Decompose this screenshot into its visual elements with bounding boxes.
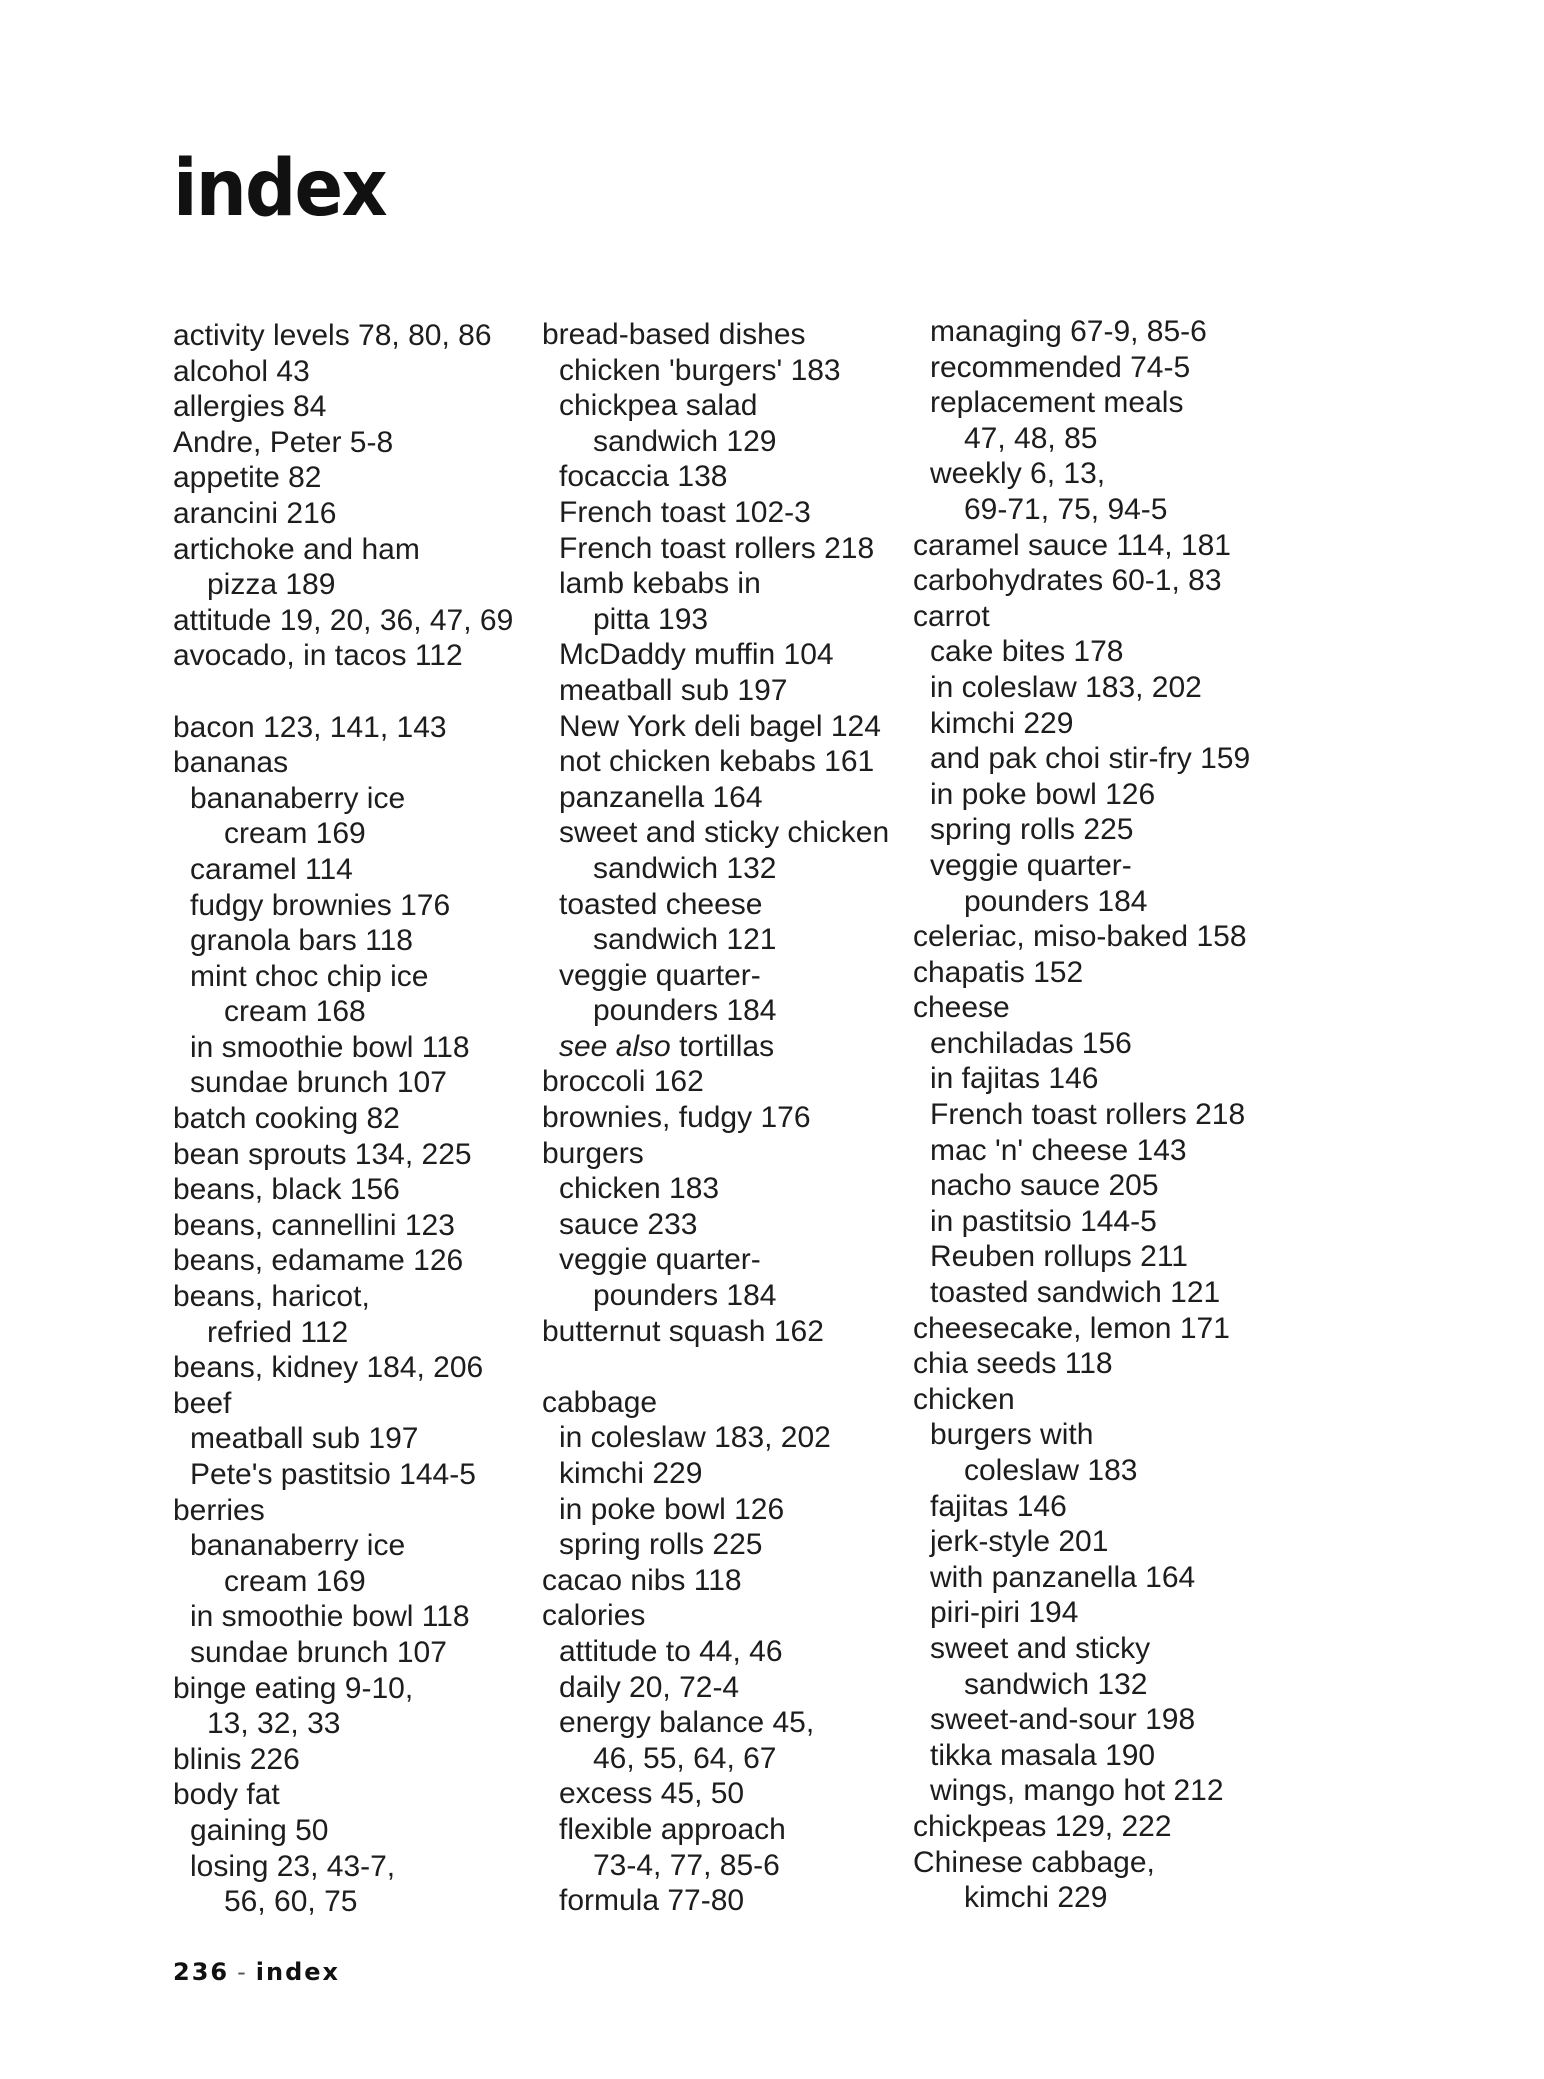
index-entry: cacao nibs 118 — [542, 1563, 742, 1597]
index-entry: cabbage — [542, 1385, 658, 1419]
index-subentry: in coleslaw 183, 202 — [559, 1421, 831, 1455]
index-subentry: tikka masala 190 — [930, 1738, 1156, 1772]
index-subentry: pounders 184 — [964, 884, 1148, 918]
index-entry: beans, edamame 126 — [173, 1244, 464, 1278]
index-subentry: weekly 6, 13, — [930, 457, 1106, 491]
index-entry: calories — [542, 1599, 646, 1633]
see-also-label: see also — [559, 1029, 671, 1063]
index-subentry: in poke bowl 126 — [559, 1492, 785, 1526]
index-subentry: toasted cheese — [559, 887, 763, 921]
index-subentry: losing 23, 43-7, — [190, 1849, 396, 1883]
section-gap — [542, 1349, 922, 1385]
index-entry: chia seeds 118 — [913, 1347, 1113, 1381]
index-subentry: 56, 60, 75 — [224, 1885, 358, 1919]
index-entry: bananas — [173, 746, 289, 780]
index-subentry: in poke bowl 126 — [930, 777, 1156, 811]
index-column-1 — [173, 318, 553, 1920]
index-subentry: nacho sauce 205 — [930, 1169, 1159, 1203]
page-footer — [173, 1958, 340, 1986]
index-subentry: formula 77-80 — [559, 1884, 745, 1918]
index-subentry: caramel 114 — [190, 852, 353, 886]
index-entry: artichoke and ham — [173, 532, 420, 566]
index-entry: berries — [173, 1493, 265, 1527]
index-subentry: Reuben rollups 211 — [930, 1240, 1188, 1274]
index-entry: cheese — [913, 991, 1010, 1025]
index-entry: butternut squash 162 — [542, 1314, 824, 1348]
index-subentry: sundae brunch 107 — [190, 1066, 447, 1100]
index-subentry: pounders 184 — [593, 1279, 777, 1313]
index-subentry: 13, 32, 33 — [207, 1707, 341, 1741]
index-entry: bean sprouts 134, 225 — [173, 1137, 472, 1171]
index-entry: alcohol 43 — [173, 354, 310, 388]
index-subentry: with panzanella 164 — [930, 1560, 1196, 1594]
index-subentry: replacement meals — [930, 386, 1184, 420]
index-subentry: lamb kebabs in — [559, 567, 761, 601]
index-entry: cheesecake, lemon 171 — [913, 1311, 1230, 1345]
index-column-3 — [913, 314, 1293, 1916]
index-subentry: sweet and sticky — [930, 1631, 1151, 1665]
index-subentry: 47, 48, 85 — [964, 421, 1098, 455]
index-subentry: meatball sub 197 — [559, 673, 788, 707]
index-subentry: 69-71, 75, 94-5 — [964, 492, 1168, 526]
index-entry: celeriac, miso-baked 158 — [913, 920, 1247, 954]
index-entry: chicken — [913, 1382, 1015, 1416]
index-entry: carbohydrates 60-1, 83 — [913, 564, 1222, 598]
index-subentry: chickpea salad — [559, 389, 758, 423]
index-subentry: pizza 189 — [207, 568, 336, 602]
index-subentry: sweet and sticky chicken — [559, 816, 890, 850]
index-entry: carrot — [913, 599, 990, 633]
index-subentry: veggie quarter- — [930, 848, 1132, 882]
index-subentry: attitude to 44, 46 — [559, 1634, 783, 1668]
index-subentry: cream 169 — [224, 1564, 366, 1598]
index-entry: bacon 123, 141, 143 — [173, 710, 447, 744]
index-subentry: in smoothie bowl 118 — [190, 1600, 470, 1634]
index-entry: broccoli 162 — [542, 1065, 704, 1099]
index-entry: activity levels 78, 80, 86 — [173, 319, 492, 352]
index-entry: arancini 216 — [173, 496, 337, 530]
section-gap — [173, 674, 553, 710]
footer-separator: - — [237, 1958, 248, 1986]
index-subentry: mac 'n' cheese 143 — [930, 1133, 1187, 1167]
index-entry: chapatis 152 — [913, 955, 1084, 989]
index-subentry: not chicken kebabs 161 — [559, 745, 875, 779]
index-subentry: sandwich 129 — [593, 424, 777, 458]
index-subentry: New York deli bagel 124 — [559, 709, 881, 743]
index-subentry: fudgy brownies 176 — [190, 888, 451, 922]
index-subentry: burgers with — [930, 1418, 1094, 1452]
index-subentry: flexible approach — [559, 1812, 786, 1846]
index-subentry: French toast rollers 218 — [930, 1098, 1246, 1132]
index-subentry: in fajitas 146 — [930, 1062, 1099, 1096]
index-subentry: spring rolls 225 — [559, 1528, 763, 1562]
index-subentry: fajitas 146 — [930, 1489, 1067, 1523]
index-subentry: in smoothie bowl 118 — [190, 1030, 470, 1064]
index-subentry: sundae brunch 107 — [190, 1635, 447, 1669]
index-entry: Andre, Peter 5-8 — [173, 425, 394, 459]
index-subentry: bananaberry ice — [190, 781, 406, 815]
index-subentry: recommended 74-5 — [930, 350, 1191, 384]
index-subentry: piri-piri 194 — [930, 1596, 1079, 1630]
index-subentry: panzanella 164 — [559, 780, 763, 814]
index-subentry: energy balance 45, — [559, 1706, 815, 1740]
index-subentry: granola bars 118 — [190, 924, 413, 958]
index-entry: brownies, fudgy 176 — [542, 1101, 811, 1135]
index-subentry: kimchi 229 — [559, 1457, 703, 1490]
footer-section: index — [255, 1958, 341, 1986]
index-subentry: in pastitsio 144-5 — [930, 1204, 1157, 1238]
index-subentry: cake bites 178 — [930, 635, 1124, 669]
index-subentry: jerk-style 201 — [930, 1525, 1109, 1559]
index-subentry: McDaddy muffin 104 — [559, 638, 834, 672]
index-subentry: see also tortillas — [559, 1029, 775, 1063]
index-subentry: sandwich 132 — [964, 1667, 1148, 1701]
index-subentry: kimchi 229 — [930, 706, 1074, 740]
index-subentry: and pak choi stir-fry 159 — [930, 742, 1251, 776]
index-entry: beans, kidney 184, 206 — [173, 1351, 484, 1385]
index-entry: body fat — [173, 1778, 280, 1812]
index-subentry: daily 20, 72-4 — [559, 1670, 740, 1704]
index-subentry: spring rolls 225 — [930, 813, 1134, 847]
index-subentry: sandwich 121 — [593, 923, 777, 957]
index-subentry: French toast 102-3 — [559, 495, 811, 529]
index-subentry: managing 67-9, 85-6 — [930, 315, 1207, 348]
index-entry: burgers — [542, 1136, 644, 1170]
index-entry: bread-based dishes — [542, 318, 806, 351]
index-subentry: pounders 184 — [593, 994, 777, 1028]
index-subentry: enchiladas 156 — [930, 1026, 1132, 1060]
index-entry: binge eating 9-10, — [173, 1671, 414, 1705]
index-entry: beans, black 156 — [173, 1173, 400, 1207]
index-entry: beans, haricot, — [173, 1280, 370, 1314]
index-subentry: chicken 183 — [559, 1172, 720, 1206]
index-entry: allergies 84 — [173, 390, 327, 424]
index-subentry: 46, 55, 64, 67 — [593, 1741, 777, 1775]
index-subentry: pitta 193 — [593, 602, 709, 636]
index-entry: beans, cannellini 123 — [173, 1208, 455, 1242]
index-subentry: French toast rollers 218 — [559, 531, 875, 565]
index-subentry: wings, mango hot 212 — [930, 1774, 1224, 1808]
page-title: index — [173, 144, 386, 234]
index-subentry: excess 45, 50 — [559, 1777, 745, 1811]
index-subentry: cream 168 — [224, 995, 366, 1029]
index-entry: appetite 82 — [173, 461, 322, 495]
index-subentry: refried 112 — [207, 1315, 349, 1349]
index-subentry: chicken 'burgers' 183 — [559, 353, 841, 387]
index-subentry: meatball sub 197 — [190, 1422, 419, 1456]
index-subentry: sandwich 132 — [593, 851, 777, 885]
index-subentry: veggie quarter- — [559, 1243, 761, 1277]
index-subentry: 73-4, 77, 85-6 — [593, 1848, 780, 1882]
index-subentry: focaccia 138 — [559, 460, 728, 494]
index-subentry: sauce 233 — [559, 1207, 698, 1241]
index-column-2 — [542, 317, 922, 1919]
index-entry: caramel sauce 114, 181 — [913, 528, 1231, 562]
index-entry: attitude 19, 20, 36, 47, 69 — [173, 603, 514, 637]
index-subentry: cream 169 — [224, 817, 366, 851]
index-entry: blinis 226 — [173, 1742, 300, 1776]
index-entry: chickpeas 129, 222 — [913, 1809, 1172, 1843]
index-entry: Chinese cabbage, — [913, 1845, 1155, 1879]
index-entry: avocado, in tacos 112 — [173, 639, 463, 673]
index-entry: batch cooking 82 — [173, 1102, 400, 1136]
index-subentry: kimchi 229 — [964, 1881, 1108, 1915]
page-number: 236 — [173, 1958, 230, 1986]
index-subentry: toasted sandwich 121 — [930, 1276, 1221, 1310]
index-subentry: bananaberry ice — [190, 1529, 406, 1563]
index-subentry: Pete's pastitsio 144-5 — [190, 1458, 476, 1491]
index-subentry: in coleslaw 183, 202 — [930, 670, 1202, 704]
index-subentry: coleslaw 183 — [964, 1454, 1138, 1487]
index-subentry: mint choc chip ice — [190, 959, 429, 993]
index-entry: beef — [173, 1386, 232, 1420]
index-subentry: gaining 50 — [190, 1813, 329, 1847]
index-subentry: veggie quarter- — [559, 958, 761, 992]
index-subentry: sweet-and-sour 198 — [930, 1703, 1196, 1737]
